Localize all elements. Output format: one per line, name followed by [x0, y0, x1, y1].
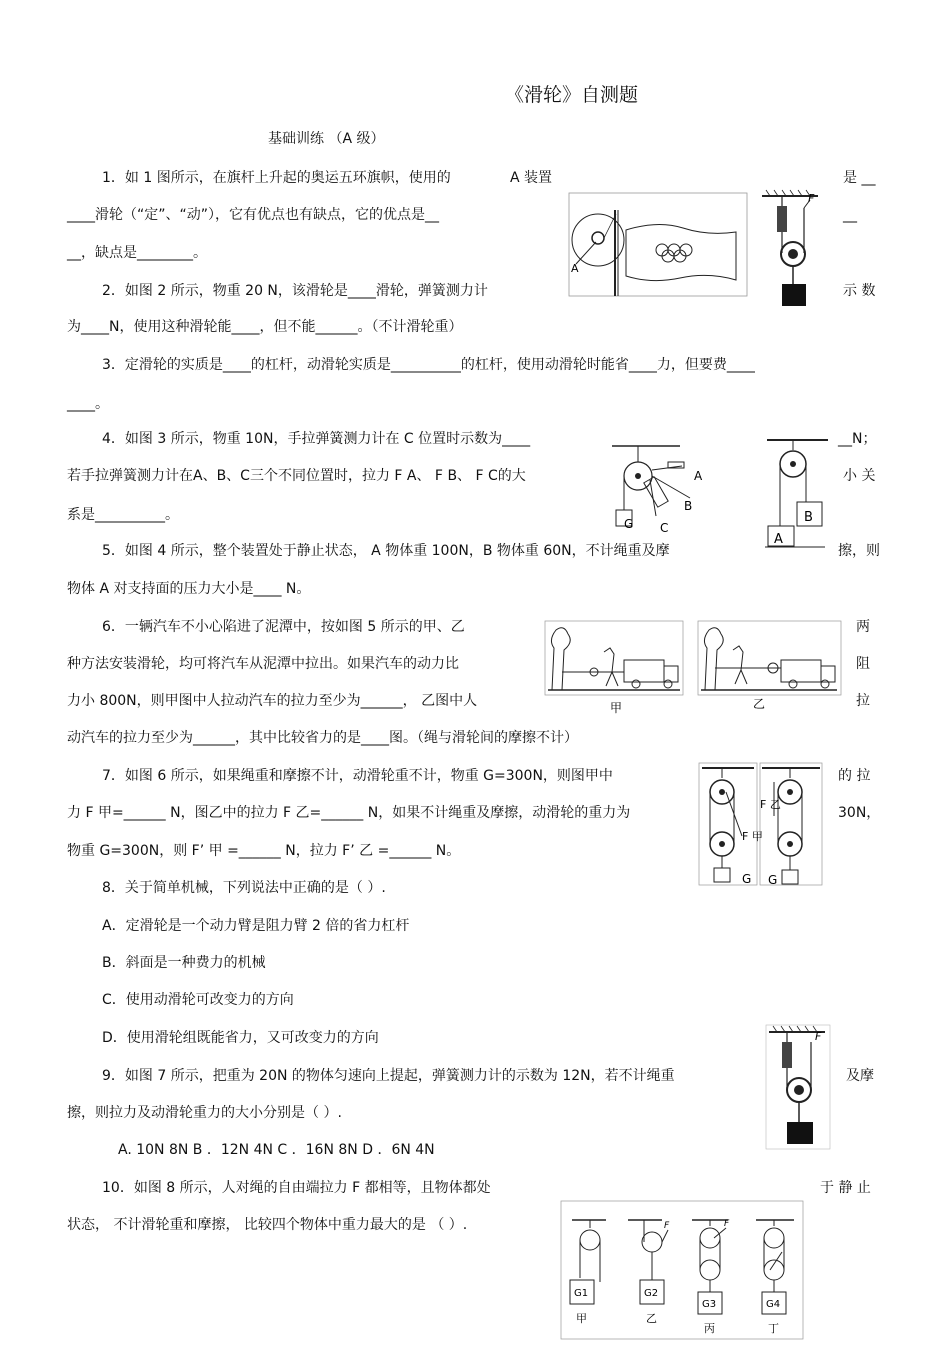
q5-line1: 5．如图 4 所示，整个装置处于静止状态， A 物体重 100N，B 物体重 60N，不计绳重及摩	[102, 543, 670, 559]
q8-stem: 8．关于简单机械，下列说法中正确的是（ ）.	[102, 880, 386, 896]
q8-option-a: A．定滑轮是一个动力臂是阻力臂 2 倍的省力杠杆	[102, 918, 410, 934]
fig8-label-g1: G1	[574, 1288, 589, 1299]
figure-6-pulley-systems	[698, 762, 824, 886]
fig8-label-g3: G3	[702, 1299, 717, 1310]
page-title: 《滑轮》自测题	[505, 84, 639, 106]
fig4-label-a: A	[774, 532, 783, 547]
figure-5-car-jia	[544, 620, 684, 716]
fig3-label-c: C	[660, 521, 669, 535]
q2-line2: 为____N，使用这种滑轮能____，但不能______。（不计滑轮重）	[67, 319, 463, 335]
q2-line1: 2．如图 2 所示，物重 20 N，该滑轮是____滑轮，弹簧测力计	[102, 283, 488, 299]
q8-option-d: D．使用滑轮组既能省力，又可改变力的方向	[102, 1030, 379, 1046]
q6-line1: 6．一辆汽车不小心陷进了泥潭中，按如图 5 所示的甲、乙	[102, 619, 465, 635]
fig8-label-jia: 甲	[576, 1312, 587, 1325]
figure-7-pulley	[765, 1024, 831, 1150]
q1-line2: ____滑轮（“定”、“动”），它有优点也有缺点，它的优点是__	[67, 207, 440, 223]
q5-line2: 物体 A 对支持面的压力大小是____ N。	[67, 581, 311, 597]
q10-line1c: 于 静 止	[820, 1180, 871, 1196]
q9-line1: 9．如图 7 所示，把重为 20N 的物体匀速向上提起，弹簧测力计的示数为 12N，若不计绳重	[102, 1068, 675, 1084]
q6-line4: 动汽车的拉力至少为______，其中比较省力的是____图。（绳与滑轮间的摩擦不计）	[67, 730, 578, 746]
fig6-label-f-jia: F 甲	[742, 830, 763, 843]
q6-line2: 种方法安装滑轮，均可将汽车从泥潭中拉出。如果汽车的动力比	[67, 656, 459, 672]
q8-option-c: C．使用动滑轮可改变力的方向	[102, 992, 294, 1008]
fig8-label-bing: 丙	[704, 1322, 715, 1335]
fig3-label-g: G	[624, 517, 634, 531]
fig8-label-g4: G4	[766, 1299, 781, 1310]
q4-line1: 4．如图 3 所示，物重 10N，手拉弹簧测力计在 C 位置时示数为____	[102, 431, 531, 447]
fig6-label-f-yi: F 乙	[760, 798, 781, 811]
q3-line1: 3．定滑轮的实质是____的杠杆，动滑轮实质是__________的杠杆，使用动滑轮时能省____力，但要费____	[102, 357, 755, 373]
fig2-label-f: F	[808, 192, 815, 205]
q10-line1: 10．如图 8 所示，人对绳的自由端拉力 F 都相等，且物体都处	[102, 1180, 491, 1196]
figure-4-pulley	[765, 436, 830, 548]
fig8-label-yi: 乙	[646, 1312, 657, 1325]
fig3-label-a: A	[694, 469, 703, 483]
q9-line1c: 及摩	[846, 1068, 874, 1084]
fig6-label-g-left: G	[742, 872, 752, 886]
figure-2-pulley	[760, 188, 822, 313]
q1-line3: __，缺点是________。	[67, 245, 207, 261]
q1-line2c: __	[843, 207, 857, 223]
q6-line3: 力小 800N，则甲图中人拉动汽车的拉力至少为______， 乙图中人	[67, 693, 478, 709]
q6-line1c: 两	[856, 619, 870, 635]
fig8-label-g2: G2	[644, 1288, 659, 1299]
q7-line2: 力 F 甲=______ N，图乙中的拉力 F 乙=______ N，如果不计绳重及摩擦，动滑轮的重力为	[67, 805, 631, 821]
figure-3-pulley	[610, 440, 710, 535]
figure-1-flagpole	[568, 192, 748, 297]
q9-options: A. 10N 8N B ．12N 4N C ．16N 8N D ．6N 4N	[118, 1142, 435, 1158]
fig8-label-f-bing: F	[724, 1219, 730, 1229]
fig5-label-yi: 乙	[753, 697, 766, 711]
q1-line1c: 是 __	[843, 170, 876, 186]
q7-line1: 7．如图 6 所示，如果绳重和摩擦不计，动滑轮重不计，物重 G=300N，则图甲中	[102, 768, 613, 784]
q7-line2c: 30N，	[838, 805, 881, 821]
figure-8-four-pulleys	[560, 1200, 804, 1340]
q1-line1: 1．如 1 图所示，在旗杆上升起的奥运五环旗帜，使用的	[102, 170, 451, 186]
fig1-label-a: A	[571, 262, 579, 275]
fig7-label-f: F	[815, 1030, 822, 1043]
q7-line3: 物重 G=300N，则 F’ 甲 =______ N，拉力 F’ 乙 =______ N。	[67, 843, 461, 859]
fig6-label-g-right: G	[768, 873, 778, 886]
section-heading: 基础训练 （A 级）	[268, 131, 385, 147]
q4-line3: 系是__________。	[67, 507, 179, 523]
fig5-label-jia: 甲	[610, 701, 623, 715]
figure-5-car-yi	[697, 620, 842, 716]
q4-line2c: 小 关	[843, 468, 876, 484]
fig8-label-f-yi: F	[664, 1221, 670, 1231]
q5-line1c: 擦，则	[838, 543, 880, 559]
q7-line1c: 的 拉	[838, 768, 871, 784]
fig8-label-ding: 丁	[768, 1322, 779, 1335]
fig3-label-b: B	[684, 499, 693, 513]
q4-line1c: __N；	[838, 431, 877, 447]
q8-option-b: B．斜面是一种费力的机械	[102, 955, 266, 971]
fig4-label-b: B	[804, 510, 813, 525]
q6-line3c: 拉	[856, 693, 870, 709]
q4-line2: 若手拉弹簧测力计在A、B、C三个不同位置时，拉力 F A、 F B、 F C的大	[67, 468, 526, 484]
q9-line2: 擦，则拉力及动滑轮重力的大小分别是（ ）.	[67, 1105, 342, 1121]
q1-line1b: A 装置	[510, 170, 553, 186]
q2-line1c: 示 数	[843, 283, 876, 299]
q10-line2: 状态， 不计滑轮重和摩擦， 比较四个物体中重力最大的是 （ ）.	[67, 1217, 468, 1233]
q3-line2: ____。	[67, 396, 109, 412]
q6-line2c: 阻	[856, 656, 870, 672]
